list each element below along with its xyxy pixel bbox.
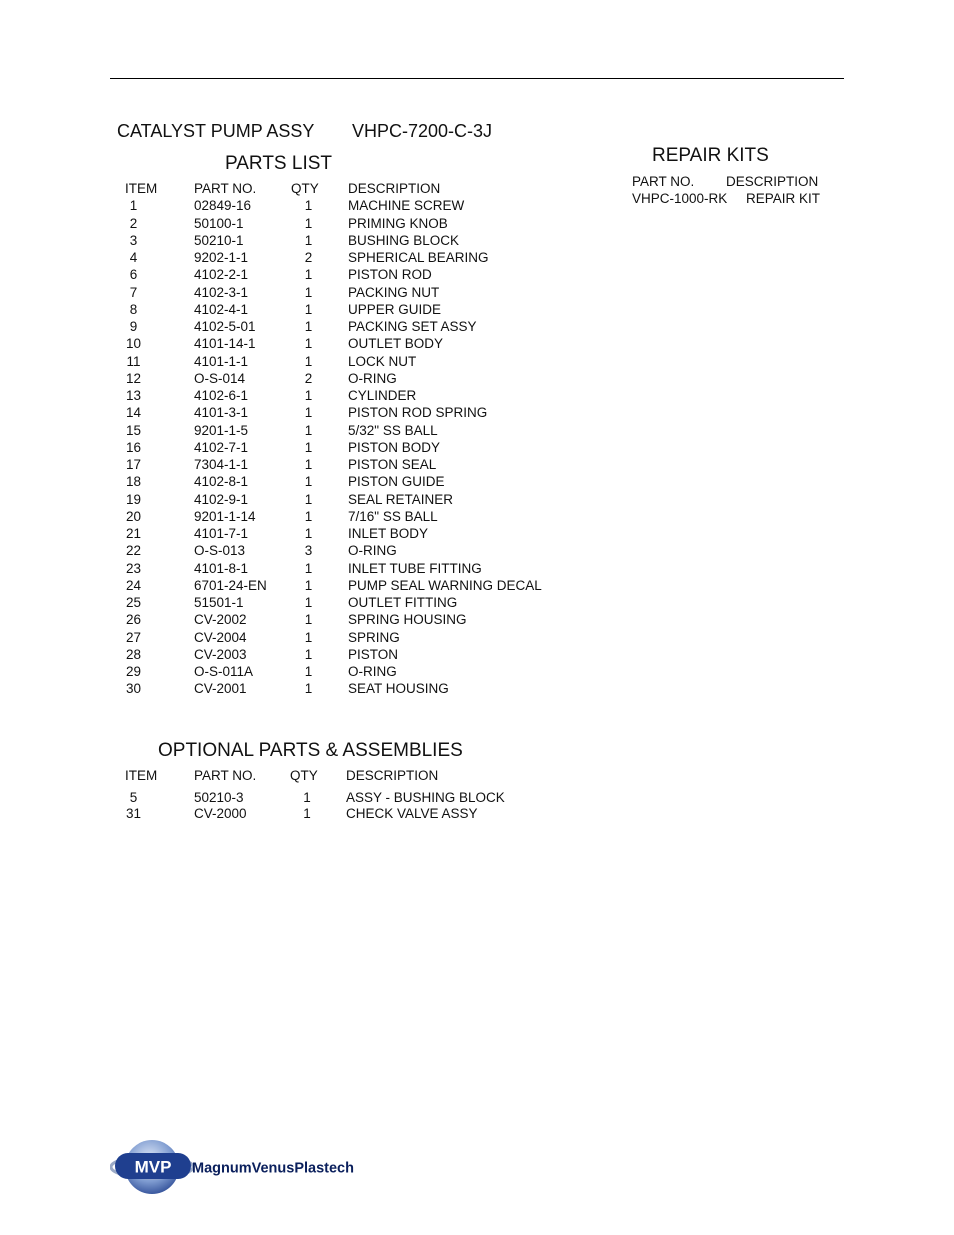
quantity-cell: 1 [304, 612, 313, 628]
quantity-cell: 1 [304, 353, 313, 369]
quantity-cell: 1 [304, 646, 313, 662]
description-cell: O-RING [348, 543, 397, 559]
description-cell: PISTON BODY [348, 439, 441, 455]
part-number-cell: CV-2001 [194, 681, 247, 697]
description-cell: MACHINE SCREW [348, 198, 465, 214]
part-number-cell: 50210-3 [194, 789, 244, 805]
optional-heading: OPTIONAL PARTS & ASSEMBLIES [158, 740, 463, 761]
optional-header-description: DESCRIPTION [346, 768, 439, 783]
assembly-title: CATALYST PUMP ASSY [117, 121, 315, 141]
parts-row [125, 542, 542, 559]
quantity-cell: 1 [303, 806, 311, 821]
quantity-cell: 1 [304, 267, 313, 283]
item-number-cell: 24 [125, 577, 142, 593]
repair-kits-header-description: DESCRIPTION [726, 174, 819, 189]
item-number-cell: 28 [125, 646, 142, 662]
quantity-cell: 1 [304, 319, 313, 334]
item-number-cell: 15 [125, 422, 142, 438]
parts-list-heading: PARTS LIST [225, 153, 332, 174]
description-cell: OUTLET BODY [348, 336, 444, 352]
parts-row [125, 491, 542, 508]
parts-row [125, 525, 542, 542]
optional-row [125, 790, 505, 807]
item-number-cell: 18 [125, 474, 142, 490]
part-number-cell: CV-2004 [194, 629, 247, 645]
item-number-cell: 20 [125, 508, 142, 524]
parts-row [125, 197, 542, 214]
description-cell: PACKING NUT [348, 284, 440, 300]
item-number-cell: 23 [125, 560, 142, 576]
item-number-cell: 3 [129, 232, 138, 248]
part-number-cell: 50100-1 [194, 215, 244, 231]
part-number-cell: 4101-8-1 [194, 560, 249, 576]
item-number-cell: 22 [125, 543, 142, 559]
item-number-cell: 25 [125, 595, 142, 610]
item-number-cell: 29 [125, 664, 142, 679]
quantity-cell: 1 [304, 232, 313, 248]
description-cell: BUSHING BLOCK [348, 232, 460, 248]
parts-row [125, 680, 542, 697]
item-number-cell: 12 [125, 370, 142, 386]
description-cell: CHECK VALVE ASSY [346, 806, 478, 821]
parts-row [125, 629, 542, 646]
quantity-cell: 1 [304, 422, 313, 438]
description-cell: PISTON [348, 646, 399, 662]
quantity-cell: 1 [304, 388, 313, 403]
column-header-item: ITEM [125, 181, 158, 196]
column-header-part-no: PART NO. [194, 181, 257, 196]
quantity-cell: 1 [304, 215, 313, 231]
description-cell: INLET BODY [348, 526, 429, 541]
repair-kit-description: REPAIR KIT [746, 191, 821, 206]
part-number-cell: O-S-014 [194, 370, 246, 386]
item-number-cell: 11 [126, 353, 141, 369]
description-cell: PISTON ROD SPRING [348, 405, 488, 421]
item-number-cell: 14 [125, 405, 142, 421]
quantity-cell: 1 [304, 474, 313, 490]
description-cell: O-RING [348, 370, 397, 386]
part-number-cell: 51501-1 [194, 595, 244, 610]
optional-parts-table [125, 768, 505, 823]
part-number-cell: 4101-14-1 [194, 336, 256, 352]
logo-company-name: MagnumVenusPlastech [192, 1160, 354, 1177]
parts-row [125, 577, 542, 594]
part-number-cell: 4102-4-1 [194, 301, 249, 317]
quantity-cell: 1 [304, 526, 313, 541]
parts-list-table [125, 180, 542, 698]
item-number-cell: 5 [129, 789, 138, 805]
part-number-cell: 4102-9-1 [194, 491, 249, 507]
part-number-cell: O-S-013 [194, 543, 246, 559]
parts-row [125, 439, 542, 456]
item-number-cell: 21 [125, 526, 142, 541]
optional-header-item: ITEM [125, 768, 158, 783]
quantity-cell: 1 [304, 629, 313, 645]
parts-row [125, 560, 542, 577]
quantity-cell: 1 [304, 284, 313, 300]
quantity-cell: 1 [304, 301, 313, 317]
item-number-cell: 30 [125, 681, 142, 697]
parts-row [125, 387, 542, 404]
part-number-cell: O-S-011A [194, 664, 254, 679]
parts-row [125, 266, 542, 283]
assembly-model: VHPC-7200-C-3J [352, 121, 493, 141]
parts-row [125, 404, 542, 421]
part-number-cell: 02849-16 [194, 198, 252, 214]
description-cell: SPHERICAL BEARING [348, 250, 489, 265]
description-cell: OUTLET FITTING [348, 595, 458, 610]
description-cell: PUMP SEAL WARNING DECAL [348, 577, 542, 593]
quantity-cell: 1 [304, 336, 313, 352]
part-number-cell: CV-2002 [194, 612, 247, 628]
item-number-cell: 19 [125, 491, 142, 507]
description-cell: UPPER GUIDE [348, 301, 442, 317]
description-cell: ASSY - BUSHING BLOCK [346, 789, 505, 805]
quantity-cell: 1 [304, 560, 313, 576]
part-number-cell: 9201-1-5 [194, 422, 249, 438]
description-cell: 5/32" SS BALL [348, 422, 438, 438]
part-number-cell: 4101-7-1 [194, 526, 249, 541]
repair-kits-header-part-no: PART NO. [632, 174, 695, 189]
item-number-cell: 7 [129, 284, 138, 300]
part-number-cell: 7304-1-1 [194, 457, 249, 472]
optional-header-qty: QTY [290, 768, 318, 783]
part-number-cell: 4102-5-01 [194, 319, 256, 334]
description-cell: INLET TUBE FITTING [348, 560, 482, 576]
quantity-cell: 1 [304, 681, 313, 697]
item-number-cell: 27 [125, 629, 142, 645]
item-number-cell: 2 [129, 215, 138, 231]
description-cell: PISTON GUIDE [348, 474, 445, 490]
quantity-cell: 1 [304, 405, 313, 421]
part-number-cell: 4102-8-1 [194, 474, 249, 490]
repair-kits-heading: REPAIR KITS [652, 145, 769, 166]
part-number-cell: 6701-24-EN [194, 577, 267, 593]
description-cell: SPRING [348, 629, 400, 645]
quantity-cell: 1 [303, 789, 311, 805]
optional-header-part-no: PART NO. [194, 768, 257, 783]
part-number-cell: 4102-2-1 [194, 267, 249, 283]
description-cell: SEAT HOUSING [348, 681, 449, 697]
part-number-cell: 50210-1 [194, 232, 244, 248]
parts-row [125, 456, 542, 473]
quantity-cell: 2 [304, 370, 313, 386]
item-number-cell: 9 [129, 319, 138, 334]
item-number-cell: 8 [129, 301, 138, 317]
parts-row [125, 370, 542, 387]
part-number-cell: 9202-1-1 [194, 250, 249, 265]
parts-row [125, 646, 542, 663]
item-number-cell: 26 [125, 612, 142, 628]
mvp-logo [110, 1137, 400, 1197]
header-rule [110, 78, 844, 79]
item-number-cell: 31 [125, 806, 142, 821]
repair-kit-part-no: VHPC-1000-RK [632, 191, 728, 206]
parts-row [125, 422, 542, 439]
description-cell: CYLINDER [348, 388, 417, 403]
parts-row [125, 594, 542, 611]
part-number-cell: 4102-6-1 [194, 388, 249, 403]
parts-row [125, 353, 542, 370]
quantity-cell: 1 [304, 457, 313, 472]
item-number-cell: 4 [129, 250, 138, 265]
parts-row [125, 232, 542, 249]
part-number-cell: 4101-1-1 [194, 353, 249, 369]
item-number-cell: 1 [129, 198, 138, 214]
item-number-cell: 10 [125, 336, 142, 352]
parts-list-header-row [125, 180, 542, 197]
item-number-cell: 13 [125, 388, 142, 403]
description-cell: PRIMING KNOB [348, 215, 448, 231]
parts-row [125, 318, 542, 335]
quantity-cell: 2 [304, 250, 313, 265]
quantity-cell: 1 [304, 595, 313, 610]
part-number-cell: 9201-1-14 [194, 508, 256, 524]
item-number-cell: 17 [125, 457, 142, 472]
description-cell: PISTON ROD [348, 267, 432, 283]
column-header-description: DESCRIPTION [348, 181, 441, 196]
parts-row [125, 249, 542, 266]
description-cell: LOCK NUT [348, 353, 417, 369]
description-cell: SPRING HOUSING [348, 612, 467, 628]
description-cell: 7/16" SS BALL [348, 508, 438, 524]
quantity-cell: 1 [304, 664, 313, 679]
parts-row [125, 663, 542, 680]
parts-row [125, 508, 542, 525]
quantity-cell: 1 [304, 491, 313, 507]
parts-row [125, 215, 542, 232]
optional-row [125, 806, 505, 823]
item-number-cell: 16 [125, 439, 142, 455]
description-cell: PACKING SET ASSY [348, 319, 477, 334]
logo-letters: MVP [134, 1157, 172, 1177]
quantity-cell: 1 [304, 508, 313, 524]
parts-row [125, 611, 542, 628]
description-cell: SEAL RETAINER [348, 491, 454, 507]
part-number-cell: 4102-7-1 [194, 439, 249, 455]
item-number-cell: 6 [129, 267, 138, 283]
description-cell: PISTON SEAL [348, 457, 437, 472]
part-number-cell: 4102-3-1 [194, 284, 249, 300]
parts-row [125, 473, 542, 490]
quantity-cell: 1 [304, 577, 313, 593]
part-number-cell: CV-2003 [194, 646, 247, 662]
part-number-cell: 4101-3-1 [194, 405, 249, 421]
optional-header-row [125, 768, 505, 785]
parts-row [125, 335, 542, 352]
column-header-qty: QTY [291, 181, 319, 196]
part-number-cell: CV-2000 [194, 806, 247, 821]
quantity-cell: 1 [304, 439, 313, 455]
parts-row [125, 284, 542, 301]
quantity-cell: 3 [304, 543, 313, 559]
parts-row [125, 301, 542, 318]
quantity-cell: 1 [304, 198, 313, 214]
description-cell: O-RING [348, 664, 397, 679]
